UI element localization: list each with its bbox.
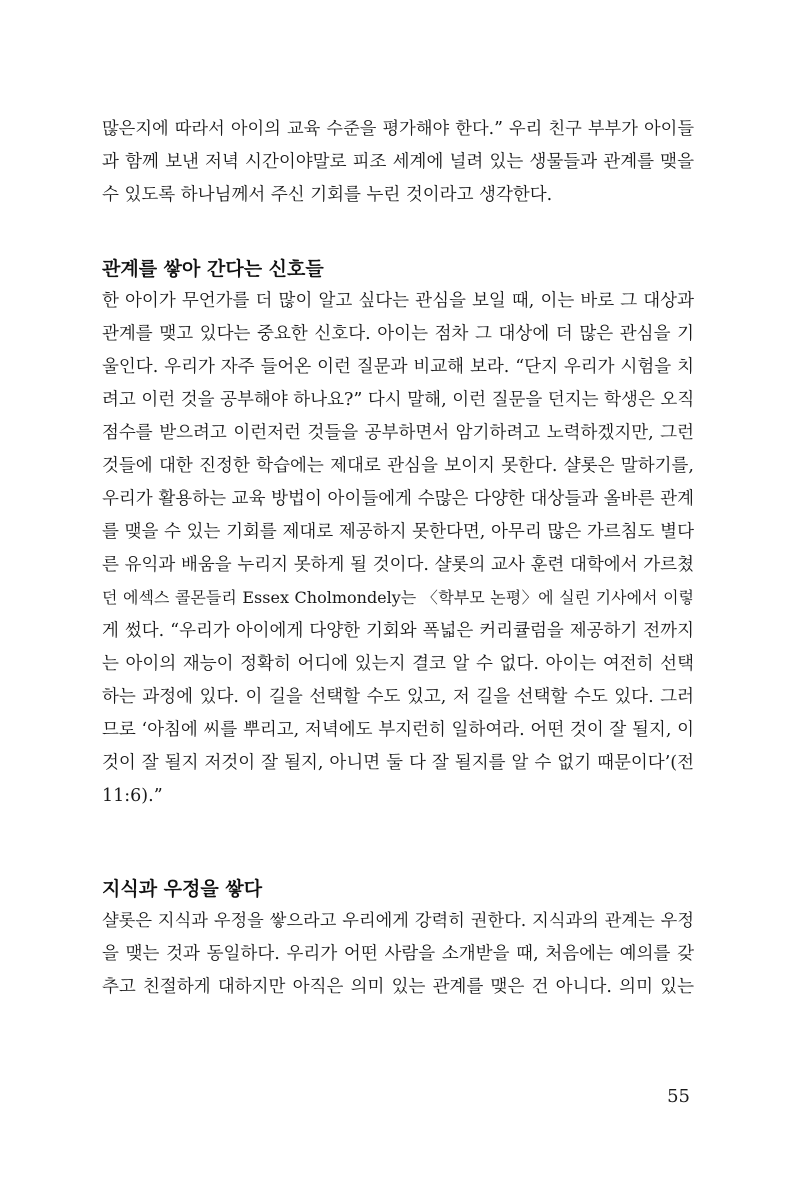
intro-line-1: 많은지에 따라서 아이의 교육 수준을 평가해야 한다.” 우리 친구 부부가 아이들: [102, 119, 694, 139]
relationship-line-10: 던 에섹스 콜몬들리 Essex Cholmondely는 〈학부모 논평〉에 실린 기사에서 이렇: [102, 588, 694, 607]
relationship-line-3: 울인다. 우리가 자주 들어온 이런 질문과 비교해 보라. “단지 우리가 시험을 치: [102, 357, 694, 377]
friendship-line-3: 추고 친절하게 대하지만 아직은 의미 있는 관계를 맺은 건 아니다. 의미 있는: [102, 977, 694, 997]
relationship-line-9: 른 유익과 배움을 누리지 못하게 될 것이다. 샬롯의 교사 훈련 대학에서 가르쳤: [102, 555, 694, 575]
relationship-line-15: 것이 잘 될지 저것이 잘 될지, 아니면 둘 다 잘 될지를 알 수 없기 때문이다’(전: [102, 753, 694, 773]
relationship-line-6: 것들에 대한 진정한 학습에는 제대로 관심을 보이지 못한다. 샬롯은 말하기를,: [102, 456, 694, 476]
relationship-line-13: 하는 과정에 있다. 이 길을 선택할 수도 있고, 저 길을 선택할 수도 있다. 그러: [102, 687, 694, 707]
friendship-line-2: 을 맺는 것과 동일하다. 우리가 어떤 사람을 소개받을 때, 처음에는 예의를 갖: [102, 944, 694, 964]
intro-line-2: 과 함께 보낸 저녁 시간이야말로 피조 세계에 널려 있는 생물들과 관계를 맺을: [102, 152, 694, 172]
relationship-line-12: 는 아이의 재능이 정확히 어디에 있는지 결코 알 수 없다. 아이는 여전히 선택: [102, 654, 694, 674]
relationship-line-5: 점수를 받으려고 이런저런 것들을 공부하면서 암기하려고 노력하겠지만, 그런: [102, 423, 694, 443]
relationship-line-1: 한 아이가 무언가를 더 많이 알고 싶다는 관심을 보일 때, 이는 바로 그 대상과: [102, 291, 694, 311]
section-heading-relationship: 관계를 쌓아 간다는 신호들: [102, 258, 324, 280]
relationship-line-2: 관계를 맺고 있다는 중요한 신호다. 아이는 점차 그 대상에 더 많은 관심을 기: [102, 324, 694, 344]
page-number: 55: [667, 1086, 690, 1107]
relationship-line-14: 므로 ‘아침에 씨를 뿌리고, 저녁에도 부지런히 일하여라. 어떤 것이 잘 될지, 이: [102, 720, 694, 740]
relationship-line-16: 11:6).”: [102, 786, 163, 806]
friendship-line-1: 샬롯은 지식과 우정을 쌓으라고 우리에게 강력히 권한다. 지식과의 관계는 우정: [102, 911, 694, 931]
relationship-line-11: 게 썼다. “우리가 아이에게 다양한 기회와 폭넓은 커리큘럼을 제공하기 전까지: [102, 621, 694, 641]
section-heading-friendship: 지식과 우정을 쌓다: [102, 878, 263, 900]
intro-line-3: 수 있도록 하나님께서 주신 기회를 누린 것이라고 생각한다.: [102, 185, 553, 205]
relationship-line-4: 려고 이런 것을 공부해야 하나요?” 다시 말해, 이런 질문을 던지는 학생은 오직: [102, 390, 695, 410]
relationship-line-8: 를 맺을 수 있는 기회를 제대로 제공하지 못한다면, 아무리 많은 가르침도 별다: [102, 522, 694, 542]
relationship-line-7: 우리가 활용하는 교육 방법이 아이들에게 수많은 다양한 대상들과 올바른 관계: [102, 489, 694, 509]
